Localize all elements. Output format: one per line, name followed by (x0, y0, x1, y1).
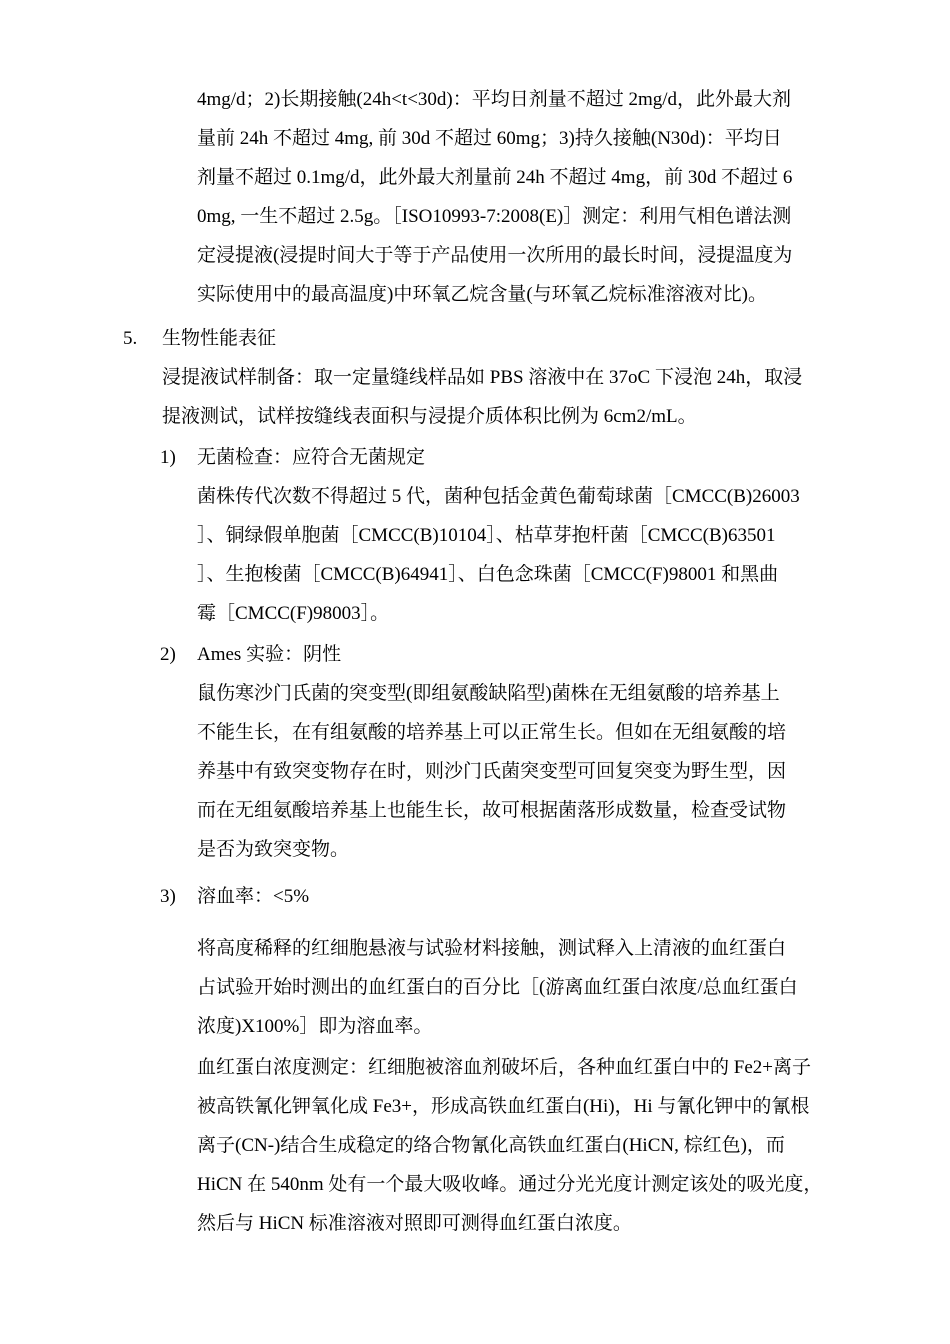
text-line: 定浸提液(浸提时间大于等于产品使用一次所用的最长时间，浸提温度为 (197, 245, 793, 266)
text-line: 血红蛋白浓度测定：红细胞被溶血剂破坏后，各种血红蛋白中的 Fe2+离子 (197, 1057, 811, 1078)
section-number: 5. (123, 328, 138, 349)
text-line: 剂量不超过 0.1mg/d，此外最大剂量前 24h 不超过 4mg，前 30d 不超过 6 (197, 167, 793, 188)
text-line: 霉［CMCC(F)98003］。 (197, 603, 390, 624)
text-line: 占试验开始时测出的血红蛋白的百分比［(游离血红蛋白浓度/总血红蛋白 (197, 977, 798, 998)
item-number: 3) (160, 886, 176, 907)
text-line: 不能生长，在有组氨酸的培养基上可以正常生长。但如在无组氨酸的培 (197, 722, 787, 743)
item-title: 溶血率：<5% (197, 886, 310, 907)
text-line: 被高铁氰化钾氧化成 Fe3+，形成高铁血红蛋白(Hi)，Hi 与氰化钾中的氰根 (197, 1096, 810, 1117)
text-line: 实际使用中的最高温度)中环氧乙烷含量(与环氧乙烷标准溶液对比)。 (197, 284, 767, 305)
text-line: 养基中有致突变物存在时，则沙门氏菌突变型可回复突变为野生型，因 (197, 761, 787, 782)
text-line: 0mg, 一生不超过 2.5g。［ISO10993-7:2008(E)］测定：利用气相色谱法测 (197, 206, 792, 227)
text-line: 浓度)X100%］即为溶血率。 (197, 1016, 433, 1037)
item-number: 2) (160, 644, 176, 665)
text-line: 而在无组氨酸培养基上也能生长，故可根据菌落形成数量，检查受试物 (197, 800, 787, 821)
item-title: 无菌检查：应符合无菌规定 (197, 447, 426, 468)
section-intro-line: 浸提液试样制备：取一定量缝线样品如 PBS 溶液中在 37oC 下浸泡 24h，取浸 (162, 367, 803, 388)
text-line: 菌株传代次数不得超过 5 代，菌种包括金黄色葡萄球菌［CMCC(B)26003 (197, 486, 800, 507)
text-line: 然后与 HiCN 标准溶液对照即可测得血红蛋白浓度。 (197, 1213, 632, 1234)
section-intro-line: 提液测试，试样按缝线表面积与浸提介质体积比例为 6cm2/mL。 (162, 406, 697, 427)
text-line: 将高度稀释的红细胞悬液与试验材料接触，测试释入上清液的血红蛋白 (197, 938, 787, 959)
text-line: ］、铜绿假单胞菌［CMCC(B)10104］、枯草芽抱杆菌［CMCC(B)63501 (197, 525, 776, 546)
text-line: 是否为致突变物。 (197, 839, 350, 860)
text-line: 离子(CN-)结合生成稳定的络合物氰化高铁血红蛋白(HiCN, 棕红色)，而 (197, 1135, 785, 1156)
text-line: 量前 24h 不超过 4mg, 前 30d 不超过 60mg；3)持久接触(N30d)：平均日 (197, 128, 782, 149)
item-number: 1) (160, 447, 176, 468)
text-line: 4mg/d；2)长期接触(24h<t<30d)：平均日剂量不超过 2mg/d，此外最大剂 (197, 89, 792, 110)
section-title: 生物性能表征 (162, 328, 277, 349)
text-line: ］、生抱梭菌［CMCC(B)64941］、白色念珠菌［CMCC(F)98001 和黑曲 (197, 564, 779, 585)
text-line: HiCN 在 540nm 处有一个最大吸收峰。通过分光光度计测定该处的吸光度， (197, 1174, 823, 1195)
text-line: 鼠伤寒沙门氏菌的突变型(即组氨酸缺陷型)菌株在无组氨酸的培养基上 (197, 683, 780, 704)
item-title: Ames 实验：阴性 (197, 644, 342, 665)
